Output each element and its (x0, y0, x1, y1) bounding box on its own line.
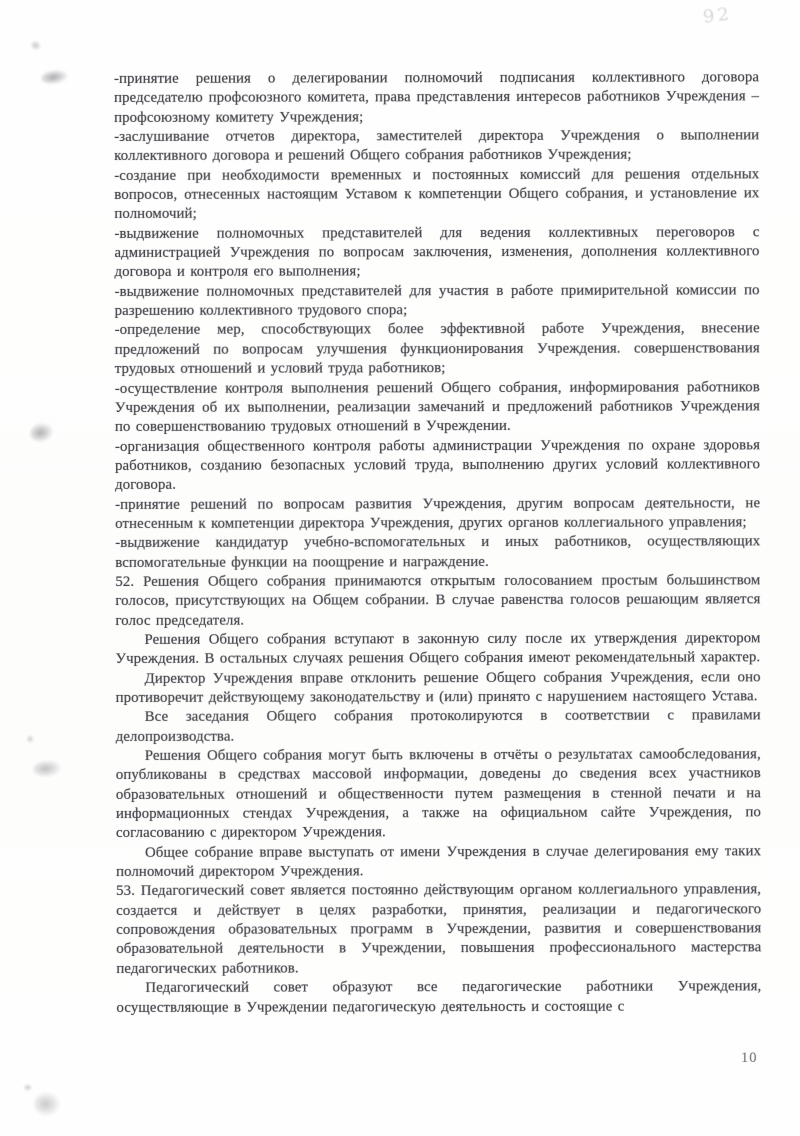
paragraph: Решения Общего собрания вступают в законную силу после их утверждения директором Учреждения. В остальных случаях решения Общего собрания имеют рекомендательный характер. (115, 630, 761, 668)
paragraph: Решения Общего собрания могут быть включены в отчёты о результатах самообследования, опубликованы в средствах массовой информации, доведены до сведения всех участников образовательных отношений и общественности путем размещения в стенной печати и на информационных стендах Учреждения, а также на официальном сайте Учреждения, по согласованию с директором Учреждения. (115, 746, 761, 842)
paragraph: Педагогический совет образуют все педагогические работники Учреждения, осуществляющие в Учреждении педагогическую деятельность и состоящие с (116, 978, 762, 1016)
scan-smudge (34, 1092, 60, 1116)
scan-smudge (27, 735, 34, 743)
scan-smudge (30, 40, 42, 52)
paragraph-bullet: -организация общественного контроля работы администрации Учреждения по охране здоровья работников, созданию безопасных условий труда, выполнению других условий коллективного договора. (114, 436, 761, 494)
scan-smudge (28, 421, 54, 444)
paragraph: Все заседания Общего собрания протоколируются в соответствии с правилами делопроизводства. (115, 707, 761, 745)
paragraph: Директор Учреждения вправе отклонить решение Общего собрания Учреждения, если оно противоречит действующему законодательству и (или) принято с нарушением настоящего Устава. (115, 668, 761, 706)
paragraph-bullet: -выдвижение кандидатур учебно-вспомогательных и иных работников, осуществляющих вспомогательные функции на поощрение и награждение. (115, 533, 761, 571)
paragraph: Общее собрание вправе выступать от имени Учреждения в случае делегирования ему таких полномочий директором Учреждения. (116, 843, 762, 881)
scan-smudge (32, 759, 61, 778)
document-text-block (114, 68, 761, 1018)
paragraph-item-53: 53. Педагогический совет является постоянно действующим органом коллегиального управления, создается и действует в целях разработки, принятия, реализации и педагогического сопровождения образовательных программ в Учреждении, развития и совершенствования образовательной деятельности в Учреждении, повышения профессионального мастерства педагогических работников. (116, 881, 762, 977)
paragraph-bullet: -выдвижение полномочных представителей для участия в работе примирительной комиссии по разрешению коллективного трудового спора; (114, 282, 760, 320)
paragraph-bullet: -создание при необходимости временных и постоянных комиссий для решения отдельных вопросов, отнесенных настоящим Уставом к компетенции Общего собрания, и установление их полномочий; (114, 166, 760, 223)
paragraph-bullet: -принятие решения о делегировании полномочий подписания коллективного договора председателю профсоюзного комитета, права представления интересов работников Учреждения – профсоюзному комитету Учреждения; (114, 69, 760, 126)
paragraph-item-52: 52. Решения Общего собрания принимаются открытым голосованием простым большинством голосов, присутствующих на Общем собрании. В случае равенства голосов решающим является голос председателя. (115, 572, 761, 629)
paragraph-bullet: -осуществление контроля выполнения решений Общего собрания, информирования работников Учреждения об их выполнении, реализации замечаний и предложений работников Учреждения по совершенствованию трудовых отношений в Учреждении. (114, 378, 760, 436)
page-number: 10 (741, 1050, 758, 1066)
paragraph-bullet: -выдвижение полномочных представителей для ведения коллективных переговоров с администрацией Учреждения по вопросам заключения, изменения, дополнения коллективного договора и контроля его выполнения; (114, 224, 760, 281)
paragraph-bullet: -определение мер, способствующих более эффективной работе Учреждения, внесение предложений по вопросам улучшения функционирования Учреждения. совершенствования трудовых отношений и условий труда работников; (114, 320, 760, 378)
scan-smudge (24, 1084, 32, 1091)
paragraph-bullet: -принятие решений по вопросам развития Учреждения, другим вопросам деятельности, не отнесенным к компетенции директора Учреждения, других органов коллегиального управления; (115, 494, 761, 532)
pencil-mark: 92 (701, 3, 734, 28)
paragraph-bullet: -заслушивание отчетов директора, заместителей директора Учреждения о выполнении коллективного договора и решений Общего собрания работников Учреждения; (114, 127, 760, 165)
scan-smudge (40, 68, 69, 86)
